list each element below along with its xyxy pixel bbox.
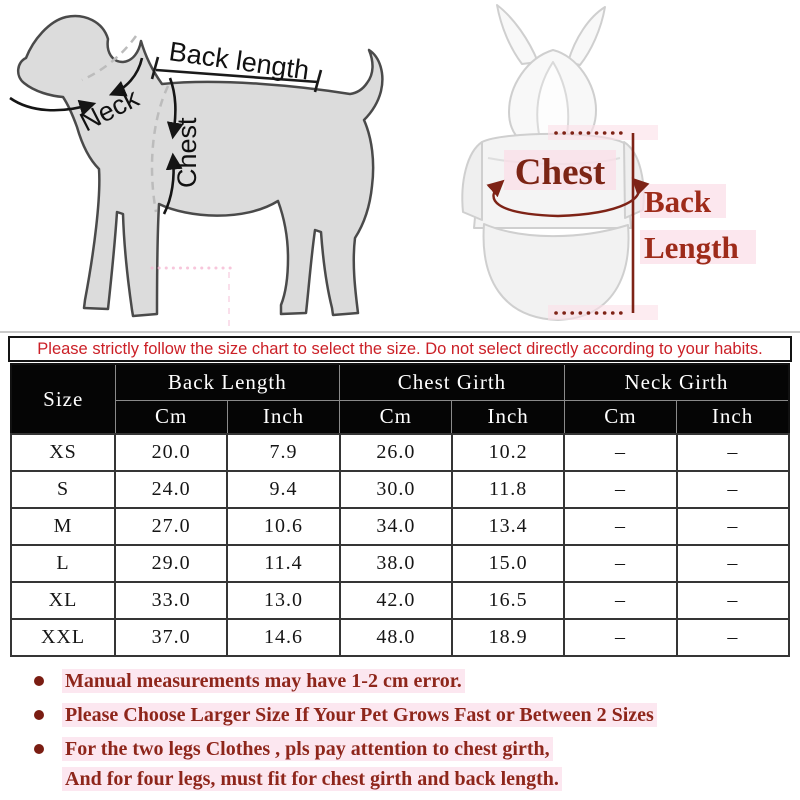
value-cell: –: [564, 619, 676, 656]
notes-section: [28, 670, 788, 790]
value-cell: 10.6: [227, 508, 339, 545]
value-cell: 13.0: [227, 582, 339, 619]
value-cell: –: [677, 619, 789, 656]
value-cell: 26.0: [340, 434, 452, 471]
neck-girth-group-header: Neck Girth: [564, 364, 789, 400]
note-item-continuation: [28, 768, 788, 790]
size-cell: XL: [11, 582, 115, 619]
garment-back-label-line2: Length: [644, 230, 739, 265]
value-cell: 48.0: [340, 619, 452, 656]
unit-header-cm: Cm: [115, 400, 227, 434]
table-row: [11, 508, 789, 545]
value-cell: –: [564, 434, 676, 471]
value-cell: –: [677, 434, 789, 471]
value-cell: 34.0: [340, 508, 452, 545]
dog-neck-label: Neck: [75, 82, 144, 138]
table-row: [11, 434, 789, 471]
value-cell: –: [564, 471, 676, 508]
divider: [0, 331, 800, 333]
dog-back-length-label: Back length: [167, 36, 312, 86]
table-row: [11, 545, 789, 582]
garment-diagram: [410, 0, 800, 332]
value-cell: –: [677, 582, 789, 619]
value-cell: 10.2: [452, 434, 564, 471]
value-cell: 9.4: [227, 471, 339, 508]
value-cell: 16.5: [452, 582, 564, 619]
value-cell: 11.4: [227, 545, 339, 582]
size-cell: L: [11, 545, 115, 582]
note-item: [28, 704, 788, 726]
table-row: [11, 582, 789, 619]
value-cell: –: [677, 471, 789, 508]
note-item: [28, 738, 788, 760]
size-cell: XXL: [11, 619, 115, 656]
note-text: Manual measurements may have 1-2 cm error.: [62, 669, 465, 693]
bullet-icon: [34, 710, 44, 720]
value-cell: 24.0: [115, 471, 227, 508]
table-row: [11, 471, 789, 508]
value-cell: 42.0: [340, 582, 452, 619]
banner-text: Please strictly follow the size chart to select the size. Do not select directly according to your habits.: [37, 339, 763, 358]
value-cell: 15.0: [452, 545, 564, 582]
note-text: Please Choose Larger Size If Your Pet Grows Fast or Between 2 Sizes: [62, 703, 657, 727]
value-cell: 7.9: [227, 434, 339, 471]
value-cell: 38.0: [340, 545, 452, 582]
unit-header-cm: Cm: [564, 400, 676, 434]
dog-measurement-diagram: [0, 0, 410, 332]
note-text: And for four legs, must fit for chest girth and back length.: [62, 767, 562, 791]
value-cell: 11.8: [452, 471, 564, 508]
size-cell: M: [11, 508, 115, 545]
value-cell: –: [564, 545, 676, 582]
back-length-group-header: Back Length: [115, 364, 340, 400]
note-text: For the two legs Clothes , pls pay attention to chest girth,: [62, 737, 553, 761]
value-cell: 18.9: [452, 619, 564, 656]
value-cell: 29.0: [115, 545, 227, 582]
unit-header-cm: Cm: [340, 400, 452, 434]
value-cell: 14.6: [227, 619, 339, 656]
unit-header-inch: Inch: [677, 400, 789, 434]
size-cell: S: [11, 471, 115, 508]
unit-header-inch: Inch: [452, 400, 564, 434]
value-cell: –: [564, 508, 676, 545]
table-header-row: [11, 364, 789, 400]
garment-back-label-line1: Back: [644, 184, 712, 219]
size-cell: XS: [11, 434, 115, 471]
dog-chest-label: Chest: [172, 117, 202, 188]
garment-chest-label: Chest: [514, 152, 606, 193]
bullet-icon: [34, 744, 44, 754]
table-row: [11, 619, 789, 656]
value-cell: 33.0: [115, 582, 227, 619]
value-cell: –: [677, 545, 789, 582]
value-cell: 13.4: [452, 508, 564, 545]
unit-header-inch: Inch: [227, 400, 339, 434]
chest-girth-group-header: Chest Girth: [340, 364, 565, 400]
note-item: [28, 670, 788, 692]
value-cell: 30.0: [340, 471, 452, 508]
table-subheader-row: [11, 400, 789, 434]
value-cell: 27.0: [115, 508, 227, 545]
value-cell: –: [677, 508, 789, 545]
value-cell: –: [564, 582, 676, 619]
value-cell: 20.0: [115, 434, 227, 471]
size-table: [10, 363, 790, 657]
value-cell: 37.0: [115, 619, 227, 656]
size-column-header: Size: [11, 364, 115, 434]
size-warning-banner: [8, 336, 792, 362]
bullet-icon: [34, 676, 44, 686]
